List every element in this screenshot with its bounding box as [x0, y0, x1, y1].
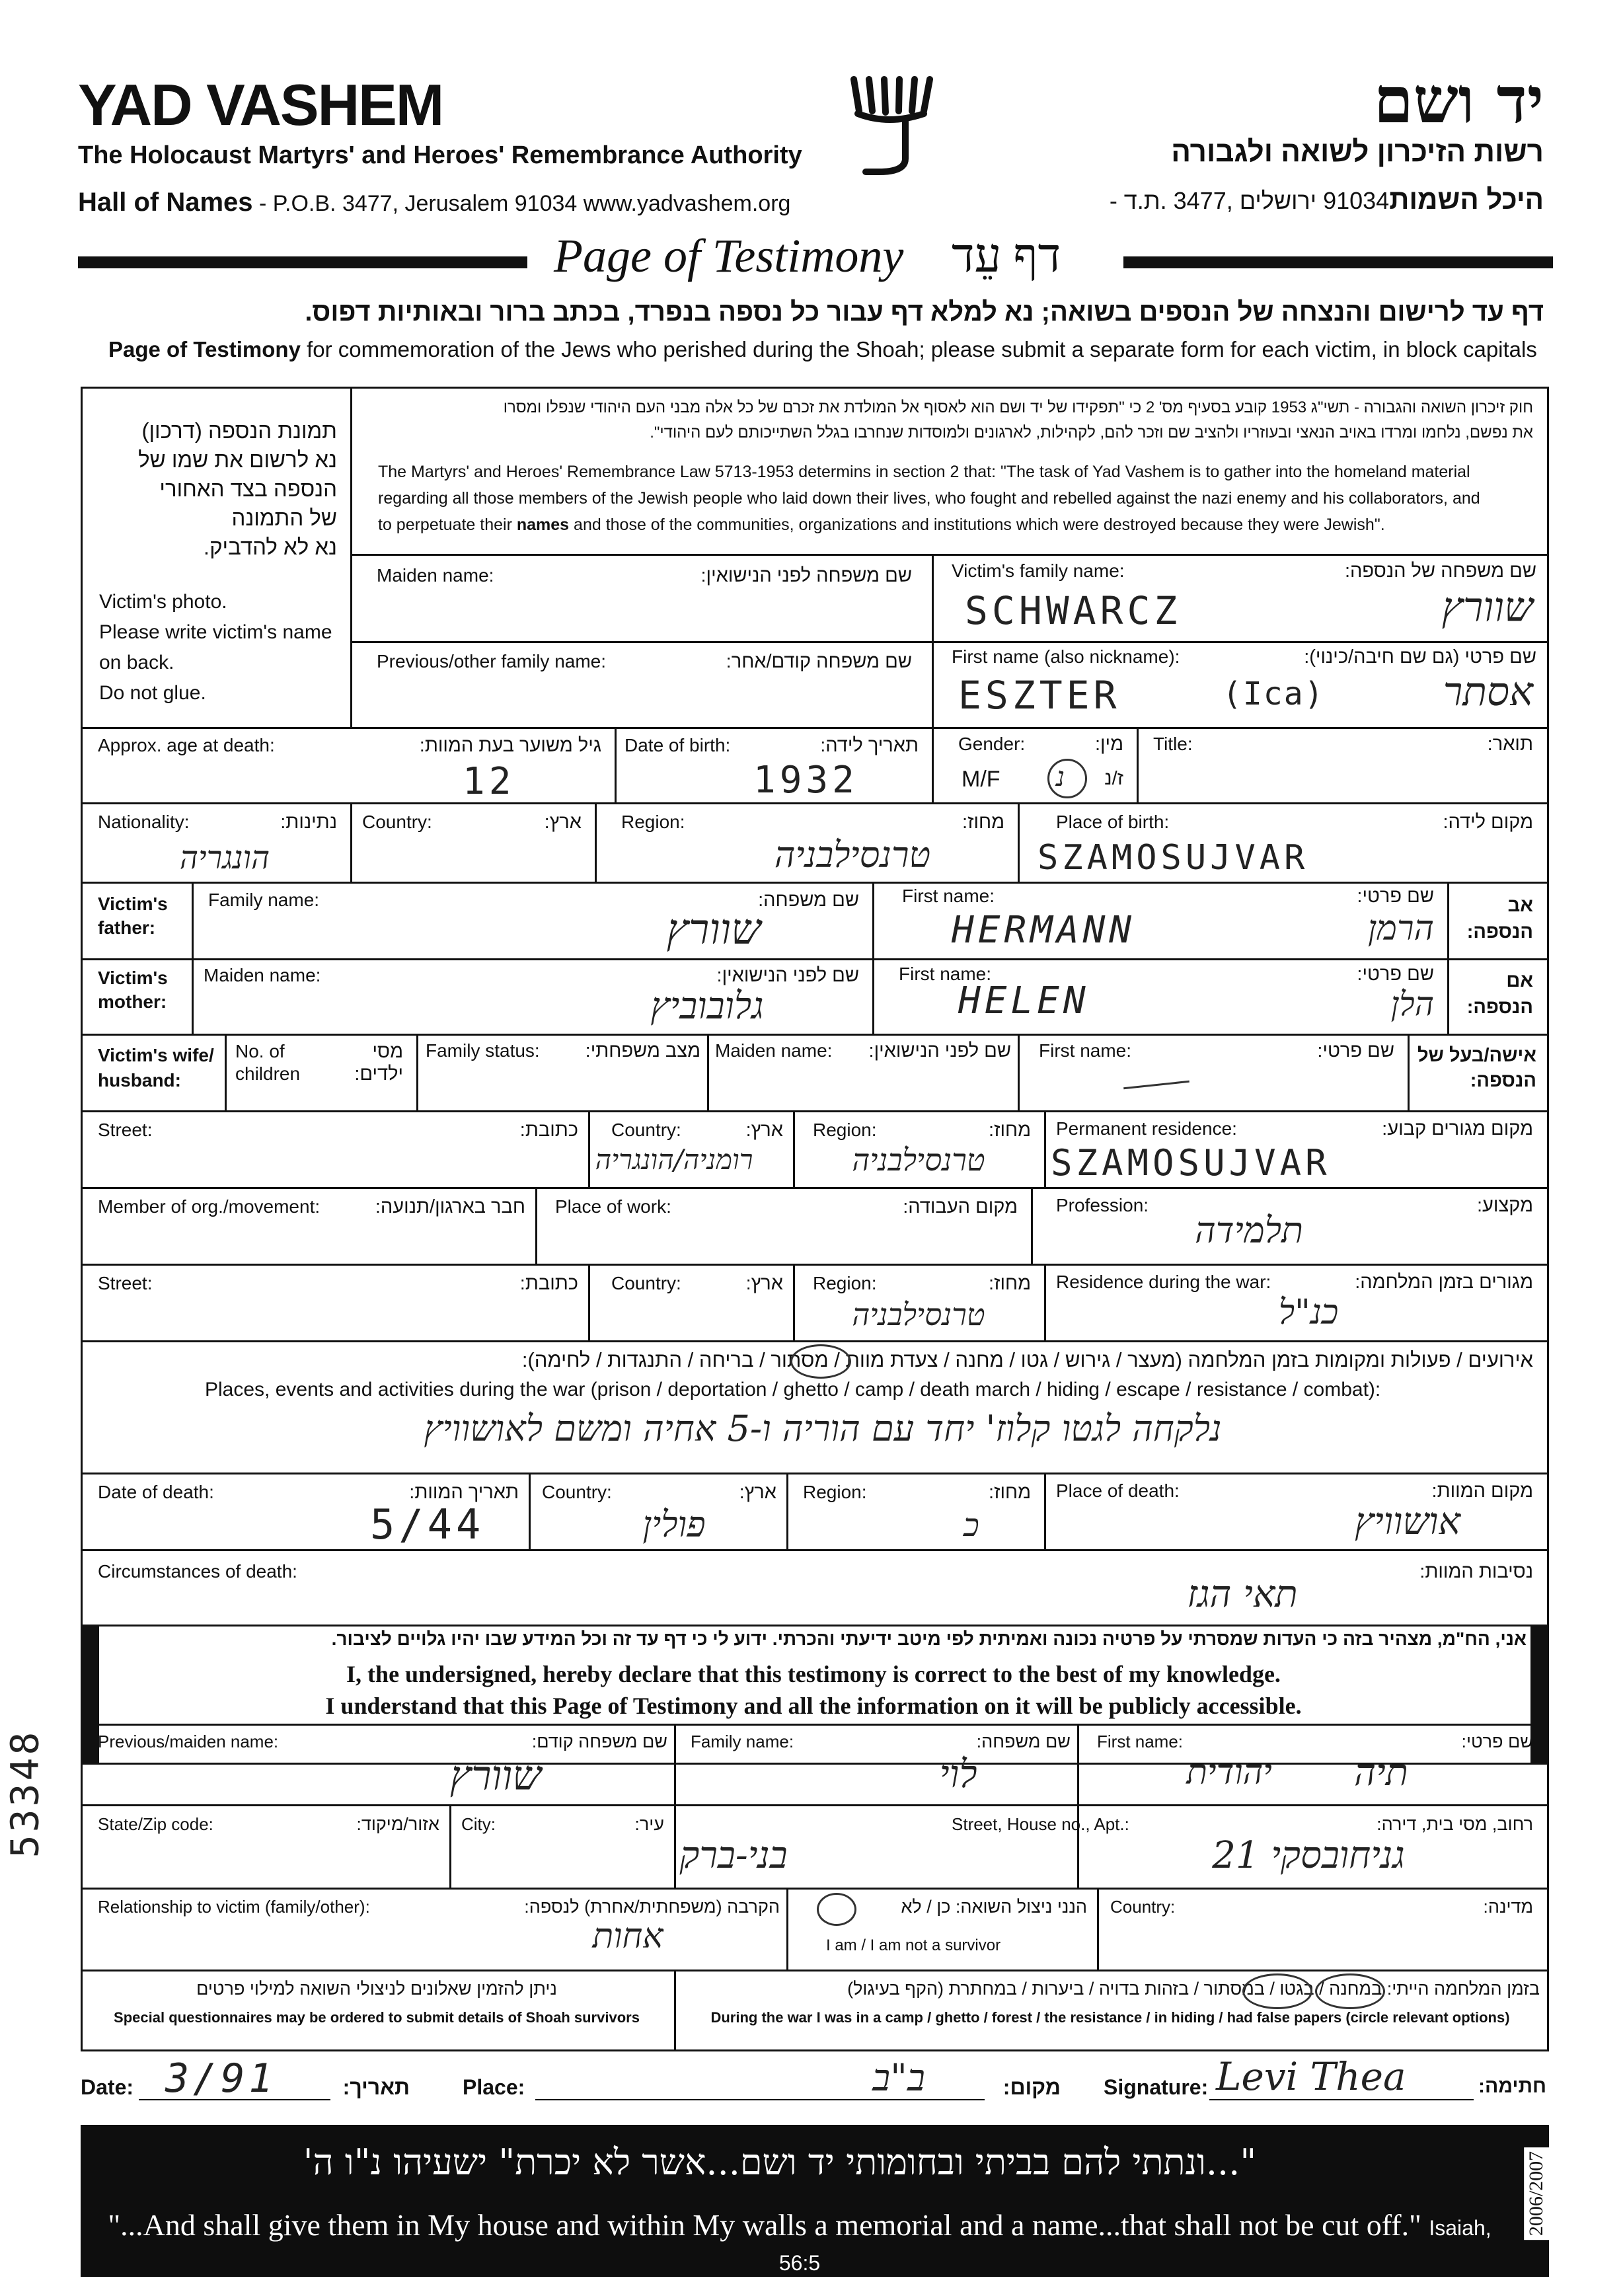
pob-label: Place of birth:	[1056, 812, 1170, 832]
photo-he-line: נא לרשום את שמו של	[138, 447, 337, 472]
quest-en: Special questionnaires may be ordered to submit details of Shoah survivors	[114, 2009, 640, 2026]
victim-family-label-he: שם משפחה של הנספה:	[1344, 560, 1536, 582]
death-country-value[interactable]: פולין	[642, 1504, 706, 1545]
camp-circle[interactable]	[1315, 1973, 1385, 2009]
law-text-en	[378, 459, 1541, 538]
gender-circle[interactable]	[1047, 759, 1087, 798]
signature-label: Signature:	[1104, 2075, 1209, 2099]
nationality-label-he: נתינות:	[280, 812, 337, 833]
mother-first-value[interactable]: HELEN	[958, 979, 1090, 1022]
hall-address-en	[78, 188, 790, 217]
law-en-line: to perpetuate their names and those of the communities, organizations and institutions which were destroyed because they were Jewish".	[378, 516, 1385, 534]
mother-first-value-he[interactable]: הלן	[1390, 985, 1434, 1023]
sub-relation-label: Relationship to victim (family/other):	[98, 1897, 370, 1917]
sub-city-label: City:	[461, 1814, 496, 1834]
sub-street-label: Street, House no., Apt.:	[952, 1814, 1129, 1834]
org-subtitle-he: רשות הזיכרון לשואה ולגבורה	[1171, 135, 1544, 168]
yad-vashem-logo	[839, 73, 938, 178]
street-country-label: Country:	[611, 1120, 681, 1140]
form-title-he: דף עֵד	[952, 229, 1061, 282]
sub-country-label: Country:	[1110, 1897, 1176, 1917]
father-label-he: אב הנספה:	[1466, 895, 1533, 942]
death-region-label: Region:	[803, 1482, 867, 1502]
spouse-label: Victim's wife/ husband:	[98, 1045, 214, 1091]
signature-label-he: חתימה:	[1478, 2075, 1546, 2097]
sub-prev-label: Previous/maiden name:	[98, 1732, 279, 1751]
title-label-he: תואר:	[1487, 734, 1533, 755]
circ-value[interactable]: תאי הגז	[1187, 1573, 1298, 1616]
date-value[interactable]: 3/91	[165, 2055, 277, 2102]
during-en: During the war I was in a camp / ghetto / forest / the resistance / in hiding / had false papers (circle relevant options)	[710, 2009, 1510, 2026]
children-label-he: מסי ילדים:	[354, 1041, 403, 1085]
dod-label: Date of death:	[98, 1482, 214, 1502]
war-region-label-he: מחוז:	[989, 1273, 1031, 1294]
father-family-label-he: שם משפחה:	[758, 890, 859, 911]
place-label-he: מקום:	[1002, 2075, 1061, 2099]
pod-label-he: מקום המוות:	[1431, 1480, 1533, 1502]
sub-first-label-he: שם פרטי:	[1461, 1732, 1533, 1751]
during-he: בזמן המלחמה הייתי: במחנה / בגטו / במסתור / בזהות בדויה / ביערות / במחתרת (הקף בעיגול)	[847, 1979, 1540, 1999]
side-number: 53348	[2, 1729, 48, 1858]
photo-box-en	[99, 587, 332, 708]
first-name-nick[interactable]: (Ica)	[1223, 675, 1325, 712]
circ-label: Circumstances of death:	[98, 1561, 297, 1582]
spouse-label-he: אישה/בעל של הנספה:	[1417, 1045, 1536, 1091]
instructions-en-text: for commemoration of the Jews who perished during the Shoah; please submit a separate form for each victim, in block capitals	[300, 337, 1537, 362]
declaration-en2: I understand that this Page of Testimony and all the information on it will be publicly accessible.	[325, 1693, 1302, 1719]
perm-res-label-he: מקום מגורים קבוע:	[1382, 1118, 1533, 1139]
street-label-he: כתובת:	[519, 1120, 578, 1141]
photo-he-line: תמונת הנספה (דרכון)	[141, 418, 337, 443]
footer-quote-ref: Isaiah, 56:5	[778, 2216, 1491, 2275]
region-value[interactable]: טרנסילבניה	[774, 834, 931, 876]
gender-label-he: מין:	[1094, 734, 1123, 755]
first-name-label-he: שם פרטי (גם שם חיבה/כינוי):	[1304, 646, 1536, 668]
family-status-label-he: מצב משפחתי:	[585, 1040, 700, 1061]
photo-en-line: on back.	[99, 652, 174, 673]
mother-first-label-he: שם פרטי:	[1357, 964, 1434, 985]
footer-quote-en	[99, 2207, 1500, 2277]
law-he-line: את נפשם, נלחמו ומרדו באויב הנאצי ובעוזריו ולהציב שם וזכר להם, לקהילות, לארגונים ולמוסדות שנחרבו בגלל השתייכותם לעם היהודי".	[650, 424, 1533, 441]
sub-relation-value[interactable]: אחות	[592, 1917, 663, 1956]
ghetto-circle[interactable]	[790, 1344, 851, 1379]
law-en-line: regarding all those members of the Jewish people who laid down their lives, who fought and rebelled against the nazi enemy and his collaborators, and	[378, 489, 1480, 508]
profession-label-he: מקצוע:	[1476, 1195, 1533, 1216]
first-name-value[interactable]: ESZTER	[958, 673, 1121, 718]
dod-label-he: תאריך המוות:	[409, 1482, 519, 1503]
spouse-first-label: First name:	[1039, 1040, 1132, 1061]
father-label: Victim's father:	[98, 894, 168, 938]
mother-maiden-label-he: שם לפני הנישואין:	[716, 965, 859, 986]
victim-family-value-he[interactable]: שוורץ	[1441, 583, 1533, 631]
hall-label-he: היכל השמות	[1389, 184, 1544, 215]
victim-family-value[interactable]: SCHWARCZ	[965, 588, 1182, 633]
street-country-value[interactable]: רומניה/הונגריה	[595, 1143, 753, 1176]
father-family-value[interactable]: שוורץ	[666, 905, 761, 954]
perm-res-value[interactable]: SZAMOSUJVAR	[1051, 1142, 1331, 1184]
sub-street-label-he: רחוב, מסי בית, דירה:	[1377, 1814, 1533, 1834]
prev-family-label-he: שם משפחה קודם/אחר:	[726, 651, 912, 672]
dod-value[interactable]: 5/44	[370, 1500, 485, 1549]
age-label-he: גיל משוער בעת המוות:	[419, 735, 601, 756]
circ-label-he: נסיבות המוות:	[1419, 1561, 1533, 1582]
signature-value[interactable]: Levi Thea	[1216, 2054, 1406, 2099]
age-value[interactable]: 12	[463, 760, 515, 803]
mother-maiden-value[interactable]: גלובוביץ	[650, 985, 764, 1028]
sub-prev-label-he: שם משפחה קודם:	[531, 1732, 667, 1751]
law-he-line: חוק זיכרון השואה והגבורה - תשי"ג 1953 קובע בסעיף מס' 2 כי "תפקידו של יד ושם הוא לאסוף אל המולדת את זכרם של כל אלה מבני העם היהודי שנפלו ומסרו	[503, 399, 1533, 416]
spouse-maiden-label: Maiden name:	[715, 1040, 833, 1061]
photo-he-line: של התמונה	[231, 506, 337, 530]
member-label-he: חבר בארגון/תנועה:	[375, 1196, 525, 1217]
hall-address-text: - P.O.B. 3477, Jerusalem 91034 www.yadvashem.org	[252, 191, 791, 216]
footer-year: 2006/2007	[1524, 2147, 1549, 2240]
photo-en-line: Victim's photo.	[99, 591, 227, 613]
org-name-he: יד ושם	[1373, 63, 1544, 137]
street-region-label: Region:	[813, 1120, 877, 1140]
mother-first-label: First name:	[899, 964, 992, 984]
form-title-en: Page of Testimony	[554, 229, 904, 282]
date-label-he: תאריך:	[342, 2075, 410, 2099]
instructions-he: דף עד לרישום והנצחה של הנספים בשואה; נא למלא דף עבור כל נספה בנפרד, בכתב ברור ובאותיות דפוס.	[305, 297, 1544, 326]
father-first-value-he[interactable]: הרמן	[1367, 909, 1434, 948]
dob-label-he: תאריך לידה:	[820, 735, 919, 756]
sub-country-label-he: מדינה:	[1483, 1897, 1533, 1917]
photo-en-line: Do not glue.	[99, 682, 206, 704]
survivor-circle[interactable]	[817, 1893, 856, 1926]
pob-value[interactable]: SZAMOSUJVAR	[1038, 838, 1309, 878]
place-value[interactable]: ב"ב	[872, 2057, 925, 2100]
hall-address-he-text: 91034 ירושלים ,3477 .ת.ד -	[1109, 187, 1390, 214]
events-label-en: Places, events and activities during the war (prison / deportation / ghetto / camp / death march / hiding / escape / resistance / combat):	[205, 1379, 1381, 1400]
sub-family-value[interactable]: לוי	[939, 1751, 977, 1796]
region-label-he: מחוז:	[962, 812, 1004, 833]
war-street-label: Street:	[98, 1273, 153, 1293]
nationality-label: Nationality:	[98, 812, 190, 832]
law-en-line: The Martyrs' and Heroes' Remembrance Law 5713-1953 determins in section 2 that: "The task of Yad Vashem is to gather into the homeland material	[378, 463, 1470, 481]
mother-label-he: אם הנספה:	[1466, 970, 1533, 1018]
title-label: Title:	[1153, 734, 1193, 754]
photo-en-line: Please write victim's name	[99, 621, 332, 643]
sub-first-value-alt[interactable]: יהודית	[1186, 1753, 1272, 1792]
events-label-he: אירועים / פעולות ומקומות בזמן המלחמה (מעצר / גירוש / גטו / מחנה / צעדת מוות / מסתור / בריחה / התנגדות / לחימה):	[521, 1348, 1533, 1371]
gender-options-he: ז/נ	[1104, 768, 1123, 789]
sub-city-value[interactable]: בני-ברק	[679, 1834, 788, 1877]
sub-city-label-he: עיר:	[634, 1814, 664, 1834]
date-label: Date:	[81, 2075, 134, 2099]
pob-label-he: מקום לידה:	[1443, 812, 1533, 833]
declaration-en1: I, the undersigned, hereby declare that this testimony is correct to the best of my knowledge.	[346, 1661, 1281, 1687]
sub-prev-value[interactable]: שוורץ	[449, 1751, 542, 1800]
sub-first-value[interactable]: תיה	[1354, 1751, 1408, 1794]
first-name-value-he[interactable]: אסתר	[1443, 669, 1533, 715]
war-region-label: Region:	[813, 1273, 877, 1293]
father-family-label: Family name:	[208, 890, 320, 910]
footer-quote-en-text: "...And shall give them in My house and within My walls a memorial and a name...that shall not be cut off."	[108, 2208, 1421, 2242]
dob-value[interactable]: 1932	[753, 759, 858, 802]
nationality-value[interactable]: הונגריה	[179, 839, 270, 876]
declaration-he: אני, הח"מ, מצהיר בזה כי העדות שמסרתי על פרטיה נכונה ואמיתית לפי מיטב ידיעתי והכרתי. ידוע לי כי דף עד זה וכל המידע שבו יהיו גלויים לציבור.	[331, 1628, 1527, 1649]
photo-box-he	[93, 416, 337, 562]
dob-label: Date of birth:	[624, 735, 731, 755]
region-label: Region:	[621, 812, 685, 832]
law-text-he	[370, 395, 1533, 445]
profession-label: Profession:	[1056, 1195, 1149, 1215]
country-label: Country:	[362, 812, 432, 832]
place-label: Place:	[463, 2075, 525, 2099]
father-first-label-he: שם פרטי:	[1357, 886, 1434, 907]
quest-he: ניתן להזמין שאלונים לניצולי השואה למילוי פרטים	[196, 1979, 557, 1999]
street-region-label-he: מחוז:	[989, 1120, 1031, 1141]
spouse-maiden-label-he: שם לפני הנישואין:	[868, 1040, 1011, 1061]
sub-relation-label-he: הקרבה (משפחתית/אחרת) לנספה:	[524, 1897, 780, 1917]
death-region-label-he: מחוז:	[989, 1482, 1031, 1503]
gender-label: Gender:	[958, 734, 1026, 754]
age-label: Approx. age at death:	[98, 735, 275, 755]
war-country-label-he: ארץ:	[745, 1273, 783, 1294]
spouse-first-label-he: שם פרטי:	[1317, 1040, 1394, 1061]
street-country-label-he: ארץ:	[745, 1120, 783, 1141]
war-res-label: Residence during the war:	[1056, 1272, 1271, 1292]
maiden-name-label: Maiden name:	[377, 565, 494, 586]
pod-value[interactable]: אושוויץ	[1354, 1500, 1461, 1543]
sub-first-label: First name:	[1097, 1732, 1184, 1751]
war-country-label: Country:	[611, 1273, 681, 1293]
death-country-label-he: ארץ:	[739, 1482, 776, 1503]
sub-family-label: Family name:	[691, 1732, 794, 1751]
title-bar-left	[78, 256, 527, 268]
mother-label: Victim's mother:	[98, 968, 168, 1012]
org-name-en: YAD VASHEM	[78, 72, 443, 137]
sub-state-label-he: אזור/מיקוד:	[356, 1814, 439, 1834]
death-region-value[interactable]: כ	[963, 1507, 979, 1544]
family-status-label: Family status:	[426, 1040, 540, 1061]
gender-value[interactable]: נ	[1056, 762, 1065, 792]
perm-res-label: Permanent residence:	[1056, 1118, 1237, 1139]
work-label: Place of work:	[555, 1196, 671, 1217]
gender-options: M/F	[962, 767, 1000, 792]
sub-street-value[interactable]: גניחובסקי 21	[1212, 1834, 1405, 1877]
sub-survivor-label-he: הנני ניצול השואה: כן / לא	[901, 1897, 1087, 1917]
street-label: Street:	[98, 1120, 153, 1140]
death-country-label: Country:	[542, 1482, 612, 1502]
sub-survivor-label-en: I am / I am not a survivor	[826, 1936, 1001, 1954]
prev-family-label: Previous/other family name:	[377, 651, 607, 671]
children-label: No. of children	[235, 1041, 301, 1084]
footer-quote-he: "...ונתתי להם בביתי ובחומותי יד ושם...אשר לא יכרת" ישעיהו נ"ו ה'	[303, 2141, 1257, 2183]
war-region-value[interactable]: טרנסילבניה	[852, 1297, 985, 1332]
photo-he-line: הנספה בצד האחורי	[159, 477, 337, 501]
sub-state-label: State/Zip code:	[98, 1814, 213, 1834]
hall-label-en: Hall of Names	[78, 188, 253, 217]
war-res-value[interactable]: כנ"ל	[1278, 1293, 1339, 1332]
sub-family-label-he: שם משפחה:	[976, 1732, 1071, 1751]
org-subtitle-en: The Holocaust Martyrs' and Heroes' Remembrance Authority	[78, 141, 802, 169]
instructions-en-bold: Page of Testimony	[108, 337, 301, 362]
street-region-value[interactable]: טרנסילבניה	[852, 1142, 985, 1178]
mother-maiden-label: Maiden name:	[204, 965, 321, 985]
instructions-en	[108, 337, 1537, 362]
maiden-name-label-he: שם משפחה לפני הנישואין:	[700, 565, 912, 586]
member-label: Member of org./movement:	[98, 1196, 321, 1217]
father-first-value[interactable]: HERMANN	[952, 909, 1136, 952]
pod-label: Place of death:	[1056, 1480, 1180, 1501]
profession-value[interactable]: תלמידה	[1195, 1209, 1303, 1251]
events-value[interactable]: נלקחה לגטו קלוז' יחד עם הוריה ו-5 אחיה ומשם לאושוויץ	[424, 1408, 1222, 1449]
first-name-label: First name (also nickname):	[952, 646, 1180, 667]
victim-family-label: Victim's family name:	[952, 560, 1125, 581]
father-first-label: First name:	[902, 886, 995, 906]
title-bar-right	[1123, 256, 1553, 268]
hall-address-he	[1110, 184, 1544, 215]
photo-he-line: נא לא להדביק.	[203, 535, 337, 559]
country-label-he: ארץ:	[544, 812, 582, 833]
war-street-label-he: כתובת:	[519, 1273, 578, 1294]
ghetto-sub-circle[interactable]	[1242, 1973, 1312, 2009]
work-label-he: מקום העבודה:	[903, 1196, 1018, 1217]
war-res-label-he: מגורים בזמן המלחמה:	[1355, 1272, 1533, 1293]
